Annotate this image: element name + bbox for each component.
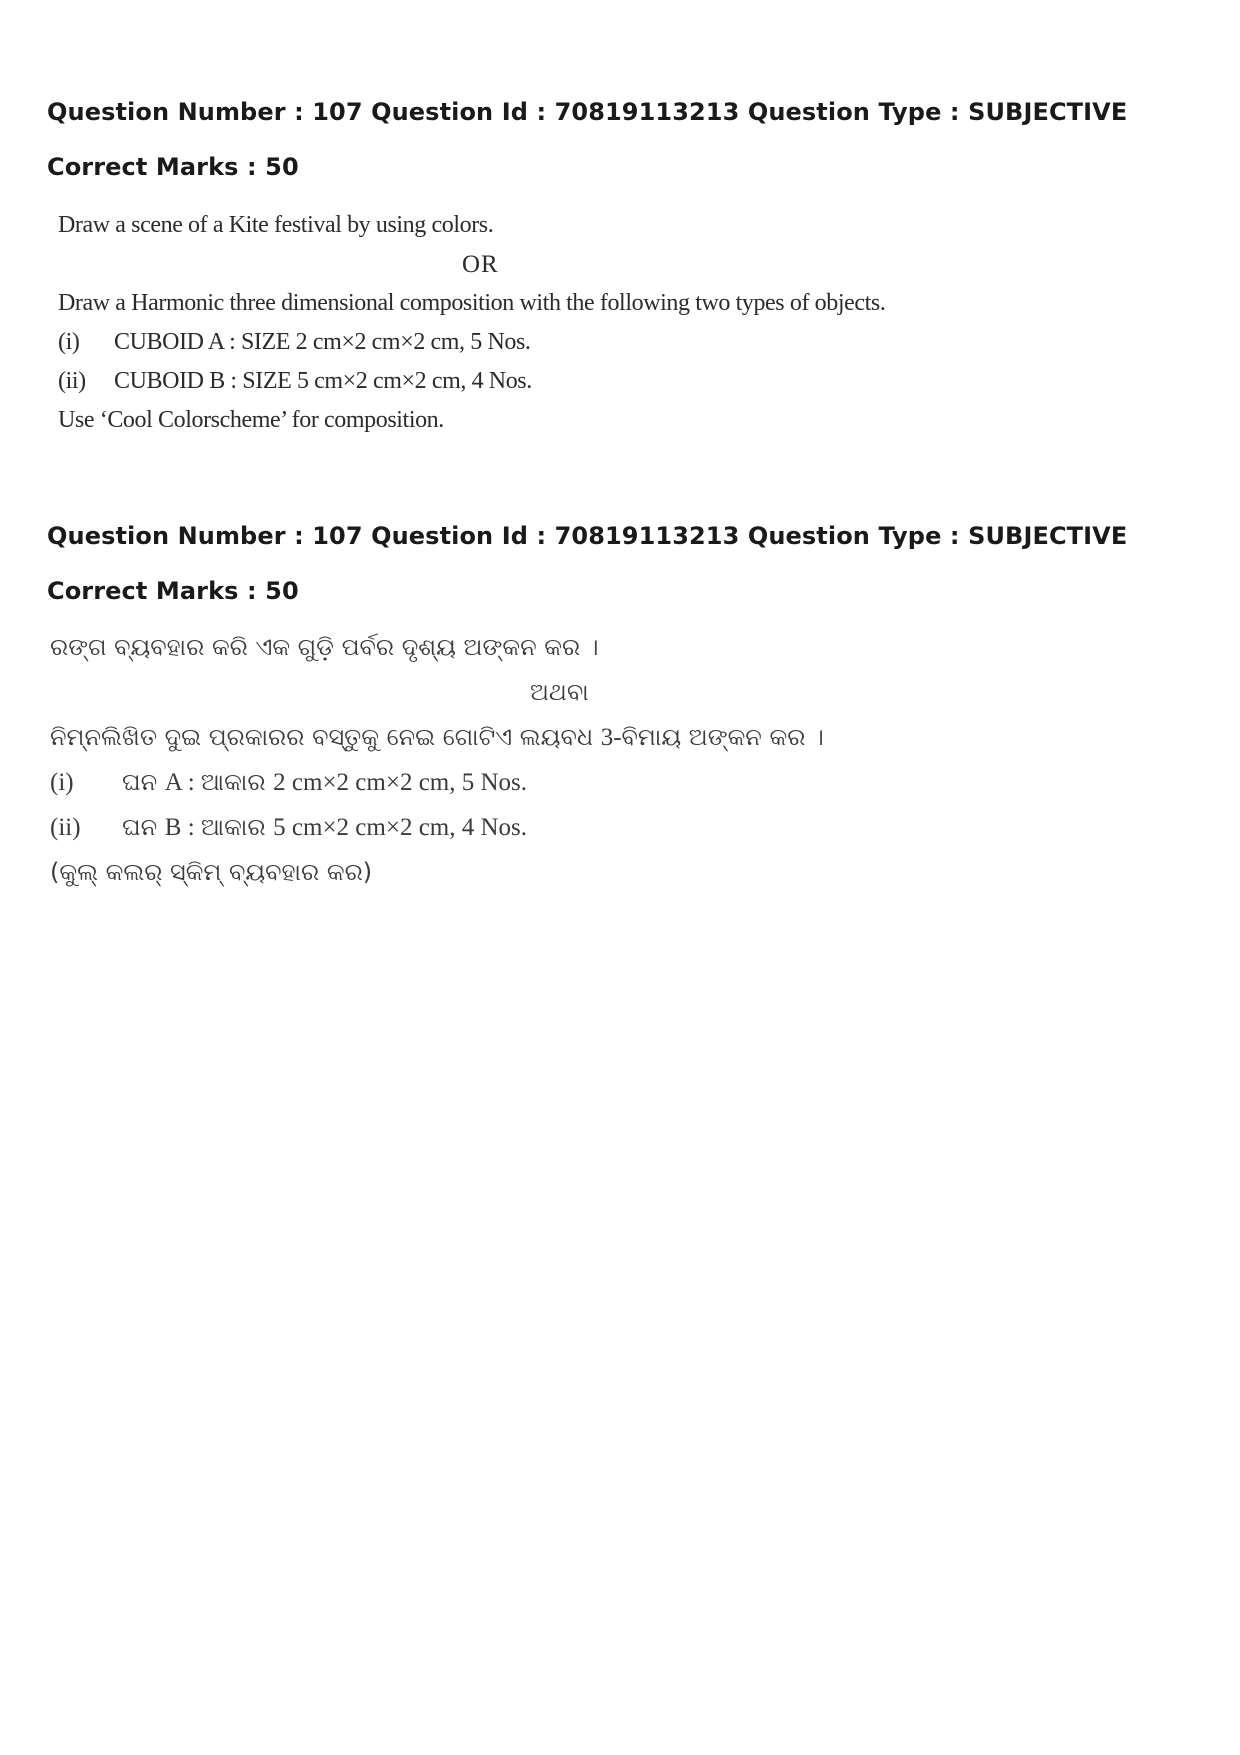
question-line: Draw a scene of a Kite festival by using colors. <box>58 212 494 238</box>
question-line: Draw a Harmonic three dimensional composition with the following two types of objects. <box>58 290 886 316</box>
list-item-size-label: ଆକାର <box>200 768 274 796</box>
question-line <box>50 715 1150 760</box>
list-item-number: (ii) <box>50 814 81 841</box>
list-item <box>58 323 1158 362</box>
list-item-dims: 2 cm×2 cm×2 cm, 5 Nos. <box>273 769 528 796</box>
list-item-text: CUBOID B : SIZE 5 cm×2 cm×2 cm, 4 Nos. <box>114 368 532 394</box>
list-item-number: (ii) <box>58 368 86 394</box>
question-header: Question Number : 107 Question Id : 70819113213 Question Type : SUBJECTIVE <box>47 522 1128 550</box>
question-line: (କୁଲ୍ କଲର୍ ସ୍କିମ୍ ବ୍ୟବହାର କର) <box>50 858 373 886</box>
or-label: ଅଥବା <box>530 678 589 706</box>
list-item-dims: 5 cm×2 cm×2 cm, 4 Nos. <box>273 814 528 841</box>
list-item-number: (i) <box>50 769 74 796</box>
list-item-number: (i) <box>58 329 80 355</box>
list-item-text: CUBOID A : SIZE 2 cm×2 cm×2 cm, 5 Nos. <box>114 329 531 355</box>
or-separator <box>58 245 1158 284</box>
list-item-size-label: ଆକାର <box>200 813 274 841</box>
question-text: ନିମ୍ନଲିଖିତ ଦୁଇ ପ୍ରକାରର ବସ୍ତୁକୁ ନେଇ ଗୋଟିଏ ଲୟବଧ <box>50 723 601 751</box>
list-item <box>50 760 1150 805</box>
list-item <box>50 805 1150 850</box>
list-item-text: B : <box>164 814 201 841</box>
question-text: ବିମାୟ ଅଙ୍କନ କର । <box>621 723 824 751</box>
question-text: 3- <box>600 724 622 751</box>
list-item-label: ଘନ <box>122 768 165 796</box>
question-header: Question Number : 107 Question Id : 70819113213 Question Type : SUBJECTIVE <box>47 98 1128 126</box>
question-body <box>58 206 1158 440</box>
or-label: OR <box>462 251 499 278</box>
correct-marks: Correct Marks : 50 <box>47 577 299 605</box>
list-item <box>58 362 1158 401</box>
list-item-label: ଘନ <box>122 813 165 841</box>
list-item-text: A : <box>164 769 201 796</box>
or-separator <box>50 670 1150 715</box>
correct-marks: Correct Marks : 50 <box>47 153 299 181</box>
question-line: ରଙ୍ଗ ବ୍ୟବହାର କରି ଏକ ଗୁଡ଼ି ପର୍ବର ଦୃଶ୍ୟ ଅଙ୍କନ କର । <box>50 633 599 661</box>
question-body <box>50 625 1150 895</box>
question-line: Use ‘Cool Colorscheme’ for composition. <box>58 407 444 433</box>
